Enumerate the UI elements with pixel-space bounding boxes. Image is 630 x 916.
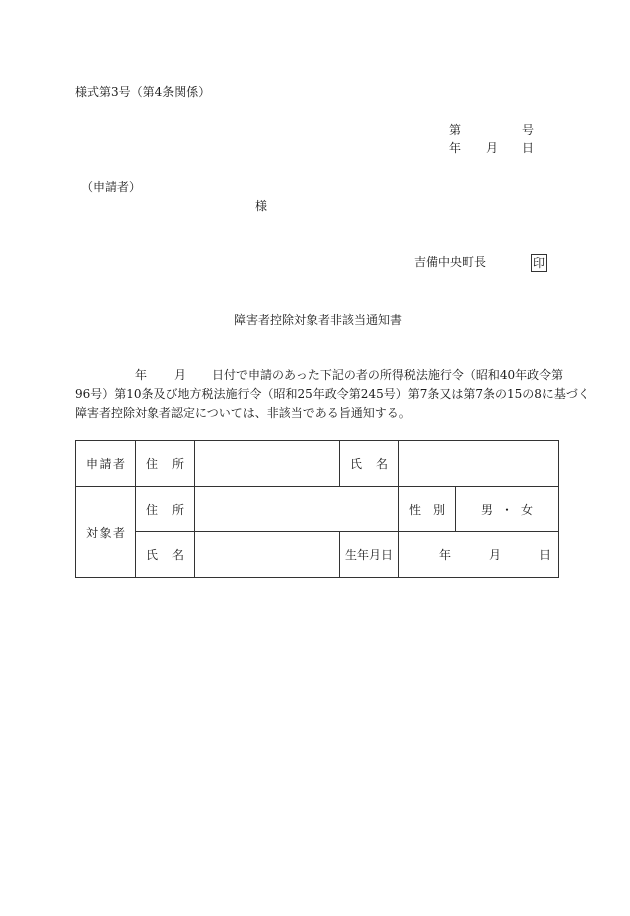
body-line-1-text: 日付で申請のあった下記の者の所得税法施行令（昭和40年政令第	[212, 368, 564, 382]
date-day: 日	[522, 141, 535, 155]
subject-address-label: 住 所	[136, 487, 195, 532]
birth-year: 年	[438, 548, 451, 562]
gender-options[interactable]: 男 ・ 女	[456, 487, 559, 532]
issuer-name: 吉備中央町長	[414, 255, 487, 269]
doc-number-prefix: 第	[449, 123, 462, 137]
applicant-address-value[interactable]	[195, 441, 340, 487]
birthdate-label: 生年月日	[340, 532, 399, 578]
subject-name-value[interactable]	[195, 532, 340, 578]
seal-mark: 印	[532, 256, 545, 270]
body-paragraph	[75, 366, 590, 423]
details-table	[75, 440, 559, 578]
subject-header: 対 象 者	[76, 487, 136, 578]
form-number: 様式第3号（第4条関係）	[75, 85, 211, 99]
doc-number-suffix: 号	[522, 123, 535, 137]
gender-label: 性 別	[399, 487, 456, 532]
body-line-1	[75, 366, 565, 385]
birthdate-value[interactable]	[399, 532, 559, 578]
honorific: 様	[255, 199, 268, 213]
applicant-header: 申 請 者	[76, 441, 136, 487]
applicant-label: （申請者）	[81, 180, 142, 194]
subject-row-address	[76, 487, 559, 532]
body-month: 月	[174, 368, 187, 382]
subject-name-label: 氏 名	[136, 532, 195, 578]
body-line-3: 障害者控除対象者認定については、非該当である旨通知する。	[75, 406, 411, 420]
body-line-2: 96号）第10条及び地方税法施行令（昭和25年政令第245号）第7条又は第7条の15の8に基づく	[75, 387, 590, 401]
document-title: 障害者控除対象者非該当通知書	[234, 313, 403, 327]
name-label: 氏 名	[340, 441, 399, 487]
birth-day: 日	[538, 548, 551, 562]
subject-address-value[interactable]	[195, 487, 399, 532]
date-month: 月	[486, 141, 499, 155]
birth-month: 月	[488, 548, 501, 562]
body-year: 年	[135, 368, 148, 382]
date-year: 年	[449, 141, 462, 155]
subject-row-name	[76, 532, 559, 578]
applicant-name-value[interactable]	[399, 441, 559, 487]
applicant-row	[76, 441, 559, 487]
address-label: 住 所	[136, 441, 195, 487]
